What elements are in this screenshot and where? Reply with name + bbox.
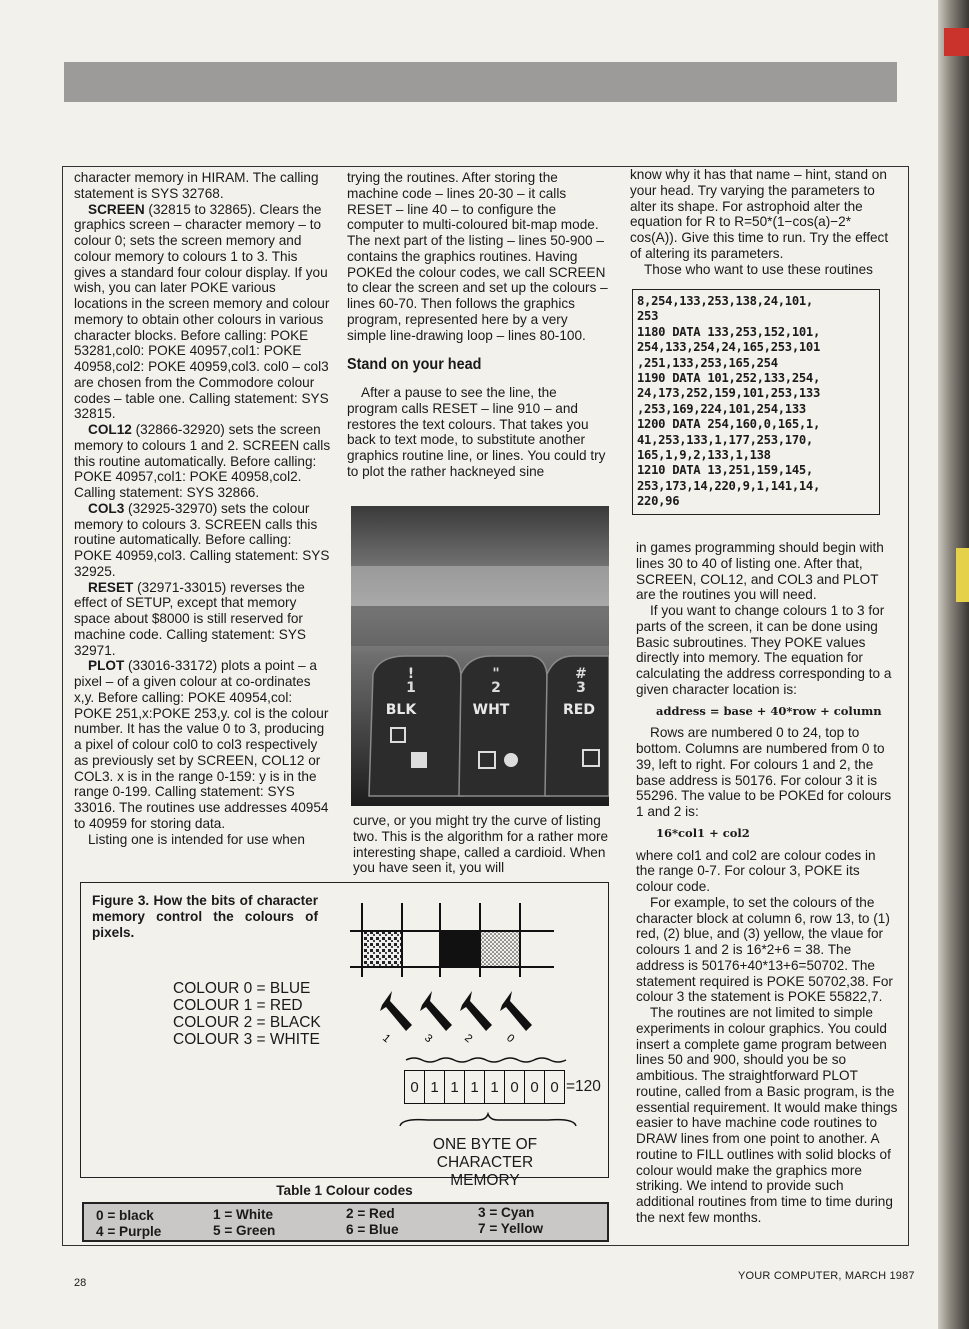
- figure-caption: Figure 3. How the bits of character memory control the colours of pixels.: [92, 893, 318, 940]
- paragraph-col12: [74, 422, 332, 501]
- paragraph: trying the routines. After storing the machine code – lines 20-30 – it calls RESET – line 40 – to configure the computer to multi-coloured bit-map mode. The next part of the listing – lines 50-900 – contains the graphics routines. Having POKEd the colour codes, we call SCREEN to clear the screen and set up the colours – lines 60-70. Then follows the graphics program, represented here by a very simple line-drawing loop – lines 80-100.: [347, 170, 608, 343]
- paragraph: Listing one is intended for use when: [88, 831, 305, 847]
- header-bar: [64, 62, 897, 102]
- listing-line: 254,133,254,24,165,253,101: [637, 340, 820, 355]
- byte-box: [404, 1070, 565, 1104]
- byte-value: =120: [566, 1078, 601, 1095]
- key-top-char: #: [575, 666, 587, 682]
- listing-line: ,253,169,224,101,254,133: [637, 401, 806, 416]
- paragraph: After a pause to see the line, the program calls RESET – line 910 – and restores the text colours. That takes you back to text mode, to substitute another graphics routine line, or lines. You could try to plot the rather hackneyed sine: [347, 385, 606, 479]
- table-cell: 7 = Yellow: [478, 1221, 544, 1236]
- paragraph: Rows are numbered 0 to 24, top to bottom. Columns are numbered from 0 to 39, left to right. For colours 1 and 2, the base address is 50176. For colour 3 it is 55296. The value to be POKEd for colours 1 and 2 is:: [636, 725, 892, 819]
- paragraph: in games programming should begin with lines 30 to 40 of listing one. After that, SCREEN, COL12, and COL3 and PLOT are the routines you will need.: [636, 540, 884, 603]
- code-listing: [632, 289, 880, 515]
- footer-title: YOUR COMPUTER, MARCH 1987: [738, 1270, 915, 1282]
- column-3-continued: [636, 540, 898, 1226]
- key-number: 2: [491, 680, 501, 696]
- key-number: 3: [576, 680, 586, 696]
- colour-entry: COLOUR 3 = WHITE: [173, 1031, 320, 1048]
- byte-label-line: CHARACTER MEMORY: [436, 1154, 534, 1189]
- key-label-blk: BLK: [385, 702, 417, 718]
- arrow-label: 1: [380, 1032, 393, 1046]
- table-cell: 0 = black: [96, 1208, 154, 1223]
- paragraph: character memory in HIRAM. The calling statement is SYS 32768.: [74, 170, 319, 201]
- paragraph-plot: [74, 658, 332, 831]
- colour-entry: COLOUR 2 = BLACK: [173, 1014, 321, 1031]
- keyword-col12: COL12: [88, 422, 132, 437]
- paragraph-col3: [74, 501, 332, 580]
- byte-brace: [398, 1112, 578, 1132]
- key-label-wht: WHT: [472, 702, 510, 718]
- table-cell: 3 = Cyan: [478, 1205, 535, 1220]
- colour-legend: [173, 980, 321, 1048]
- keyboard-photo-image: [351, 506, 609, 806]
- listing-line: 1190 DATA 101,252,133,254,: [637, 371, 820, 386]
- column-1: [74, 170, 332, 847]
- arrow-label: 3: [422, 1032, 435, 1046]
- paragraph-reset: [74, 580, 332, 659]
- formula-address: address = base + 40*row + column: [656, 703, 882, 718]
- paragraph-screen: [74, 202, 332, 423]
- paragraph: curve, or you might try the curve of listing two. This is the algorithm for a rather more interesting shape, called a cardioid. When you have seen it, you will: [353, 813, 609, 876]
- table-cell: 2 = Red: [346, 1206, 395, 1221]
- bit-cell: 0: [505, 1071, 525, 1103]
- bit-cell: 1: [445, 1071, 465, 1103]
- byte-label-line: ONE BYTE OF: [432, 1136, 538, 1153]
- bit-cell: 1: [425, 1071, 445, 1103]
- listing-line: 220,96: [637, 494, 680, 509]
- pixel-diagram: [340, 895, 600, 1095]
- paragraph: Those who want to use these routines: [644, 261, 873, 277]
- edge-yellow-tab: [956, 548, 969, 602]
- column-2: [347, 170, 610, 480]
- listing-line: 8,254,133,253,138,24,101,: [637, 294, 813, 308]
- bit-cell: 1: [485, 1071, 505, 1103]
- listing-line: ,251,133,253,165,254: [637, 355, 778, 370]
- key-label-red: RED: [563, 702, 595, 718]
- arrow-label: 2: [462, 1032, 475, 1046]
- text-reset: (32971-33015) reverses the effect of SETUP, except that memory space about $8000 is still reserved for machine code. Calling statement: SYS 32971.: [74, 579, 306, 658]
- listing-line: 41,253,133,1,177,253,170,: [637, 432, 813, 447]
- table-cell: 6 = Blue: [346, 1222, 399, 1237]
- bit-cell: 0: [405, 1071, 425, 1103]
- text-screen: (32815 to 32865). Clears the graphics screen – character memory – to colour 0; sets the screen memory and colour memory to colours 1 to 3. This gives a standard four colour display. If you wish, you can later POKE various locations in the screen memory and colour memory to obtain other colours in various character blocks. Before calling: POKE 53281,col0: POKE 40957,col1: POKE 40958,col2: POKE 40959,col3. col0 – col3 are chosen from the Commodore colour codes – table one. Calling statement: SYS 32815.: [74, 201, 330, 422]
- keyword-reset: RESET: [88, 579, 134, 595]
- text-col12: (32866-32920) sets the screen memory to colours 1 and 2. SCREEN calls this routine automatically. Before calling: POKE 40957,col1: POKE 40958,col2. Calling statement: SYS 32866.: [74, 422, 331, 500]
- table-cell: 5 = Green: [213, 1223, 276, 1238]
- bit-cell: 1: [465, 1071, 485, 1103]
- keyword-screen: SCREEN: [88, 201, 145, 217]
- paragraph: The routines are not limited to simple experiments in colour graphics. You could insert a complete game program between lines 50 and 900, should you be so ambitious. The straightforward PLOT routine, called from a Basic program, is the essential requirement. It would make things easier to have machine code routines to DRAW lines from one point to another. A routine to FILL outlines with solid blocks of colour would make the graphics more striking. We intend to provide such additional routines from time to time during the next few months.: [636, 1005, 898, 1225]
- column-2-continued: [353, 813, 611, 876]
- keyword-plot: PLOT: [88, 658, 125, 674]
- page-number: 28: [74, 1277, 87, 1289]
- paragraph: where col1 and col2 are colour codes in the range 0-7. For colour 3, POKE its colour code.: [636, 847, 876, 894]
- listing-line: 165,1,9,2,133,1,138: [637, 448, 771, 463]
- listing-line: 24,173,252,159,101,253,133: [637, 386, 820, 401]
- keyword-col3: COL3: [88, 500, 125, 516]
- text-col3: (32925-32970) sets the colour memory to colours 3. SCREEN calls this routine automatically. Before calling: POKE 40959,col3. Calling statement: SYS 32925.: [74, 500, 330, 579]
- colour-entry: COLOUR 0 = BLUE: [173, 980, 311, 997]
- page-edge: [938, 0, 969, 1329]
- listing-line: 1200 DATA 254,160,0,165,1,: [637, 417, 820, 432]
- listing-line: 1180 DATA 133,253,152,101,: [637, 324, 820, 339]
- paragraph: For example, to set the colours of the character block at column 6, row 13, to (1) red, (2) blue, and (3) yellow, the vlaue for colours 1 and 2 is 16*2+6 = 38. The address is 50176+40*13+6=50702. The statement required is POKE 50702,38. For colour 3 the statement is POKE 55822,7.: [636, 894, 893, 1005]
- paragraph: If you want to change colours 1 to 3 for parts of the screen, it can be done using Basic subroutines. They POKE values directly into memory. The equation for calculating the address corresponding to a given character location is:: [636, 603, 892, 697]
- edge-red-tab: [944, 28, 969, 56]
- listing-line: 253: [637, 309, 659, 324]
- table-cell: 4 = Purple: [96, 1224, 162, 1239]
- key-top-char: ": [492, 666, 500, 682]
- key-top-char: !: [407, 666, 415, 682]
- bit-cell: 0: [550, 1078, 559, 1096]
- listing-line: 253,173,14,220,9,1,141,14,: [637, 478, 820, 493]
- byte-label: [400, 1136, 570, 1190]
- listing-line: 1210 DATA 13,251,159,145,: [637, 463, 813, 478]
- bit-cell: 0: [525, 1071, 545, 1103]
- subheading: Stand on your head: [347, 356, 482, 374]
- keyboard-photo: [351, 506, 609, 806]
- table-cell: 1 = White: [213, 1207, 274, 1222]
- formula-colour: 16*col1 + col2: [656, 825, 750, 840]
- table-title: Table 1 Colour codes: [276, 1183, 413, 1198]
- key-number: 1: [406, 680, 416, 696]
- arrow-label: 0: [504, 1032, 517, 1046]
- colour-entry: COLOUR 1 = RED: [173, 997, 303, 1014]
- paragraph: know why it has that name – hint, stand on your head. Try varying the parameters to alter its shape. For astrophoid alter the equation for R to R=50*(1−cos(a)−2* cos(A)). Give this time to run. Try the effect of altering its parameters.: [630, 167, 889, 261]
- column-3: [630, 167, 898, 277]
- text-plot: (33016-33172) plots a point – a pixel – of a given colour at co-ordinates x,y. Before calling: POKE 40954,col: POKE 251,x:POKE 253,y. col is the colour number. It has the value 0 to 3, producing a pixel of colour col0 to col3 respectively as previously set by SCREEN, COL12 or COL3. x is in the range 0-159: y is in the range 0-199. Calling statement: SYS 33016. The routines use addresses 40954 to 40959 for storing data.: [74, 658, 329, 831]
